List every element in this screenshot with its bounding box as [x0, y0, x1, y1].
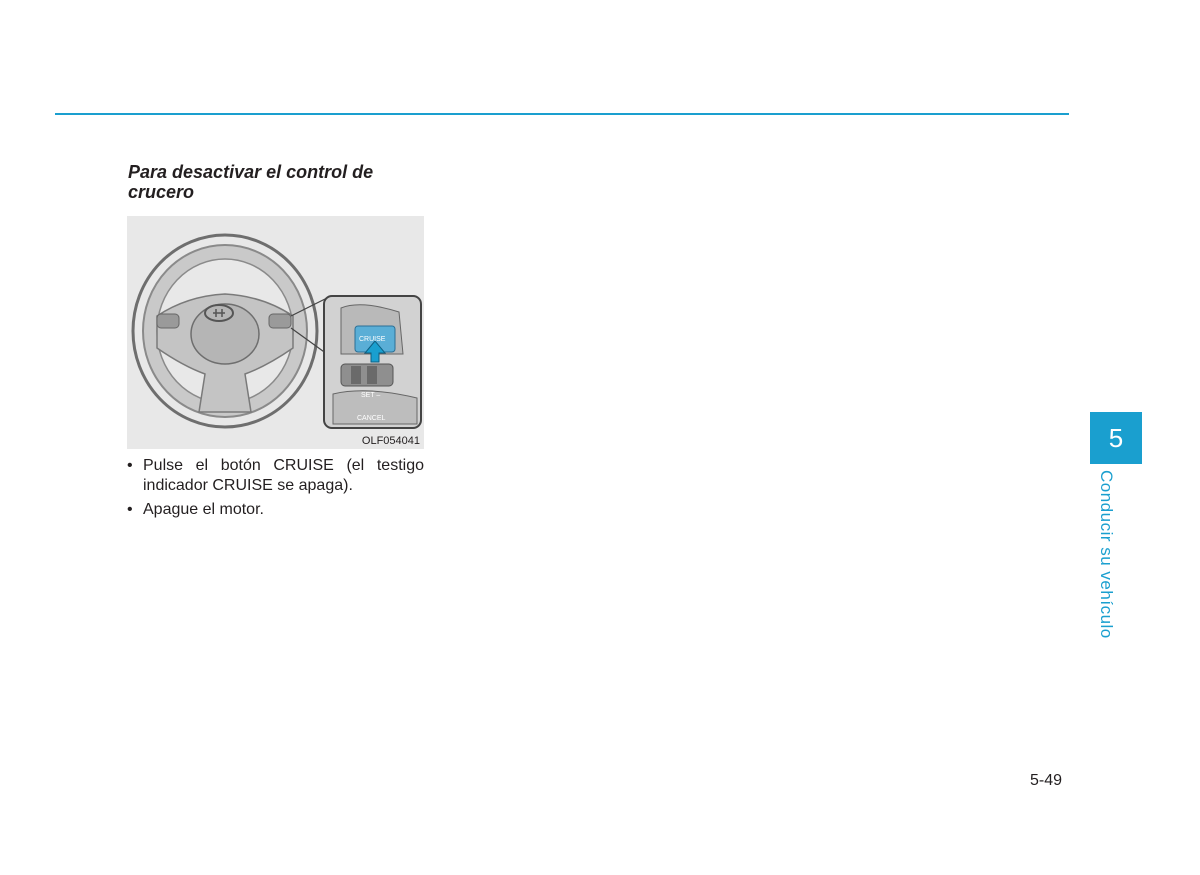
- set-label: SET –: [361, 392, 381, 399]
- chapter-tab: 5: [1090, 412, 1142, 464]
- chapter-title: Conducir su vehículo: [1097, 470, 1116, 639]
- top-rule: [55, 113, 1069, 115]
- cancel-label: CANCEL: [357, 415, 386, 422]
- list-item: • Apague el motor.: [127, 501, 264, 518]
- section-heading: Para desactivar el control de crucero: [128, 162, 374, 202]
- steering-wheel-illustration: [127, 216, 424, 449]
- instruction-list: [127, 456, 424, 524]
- cruise-label: CRUISE: [359, 336, 386, 343]
- list-item-text: Pulse el botón CRUISE (el testigo indicador CRUISE se apaga).: [143, 457, 424, 494]
- page-number: 5-49: [1030, 772, 1063, 789]
- steering-wheel-figure: [127, 216, 424, 449]
- list-item-text: Apague el motor.: [143, 501, 264, 518]
- list-item: • Pulse el botón CRUISE (el testigo indicador CRUISE se apaga).: [127, 457, 424, 494]
- figure-code: OLF054041: [361, 435, 420, 447]
